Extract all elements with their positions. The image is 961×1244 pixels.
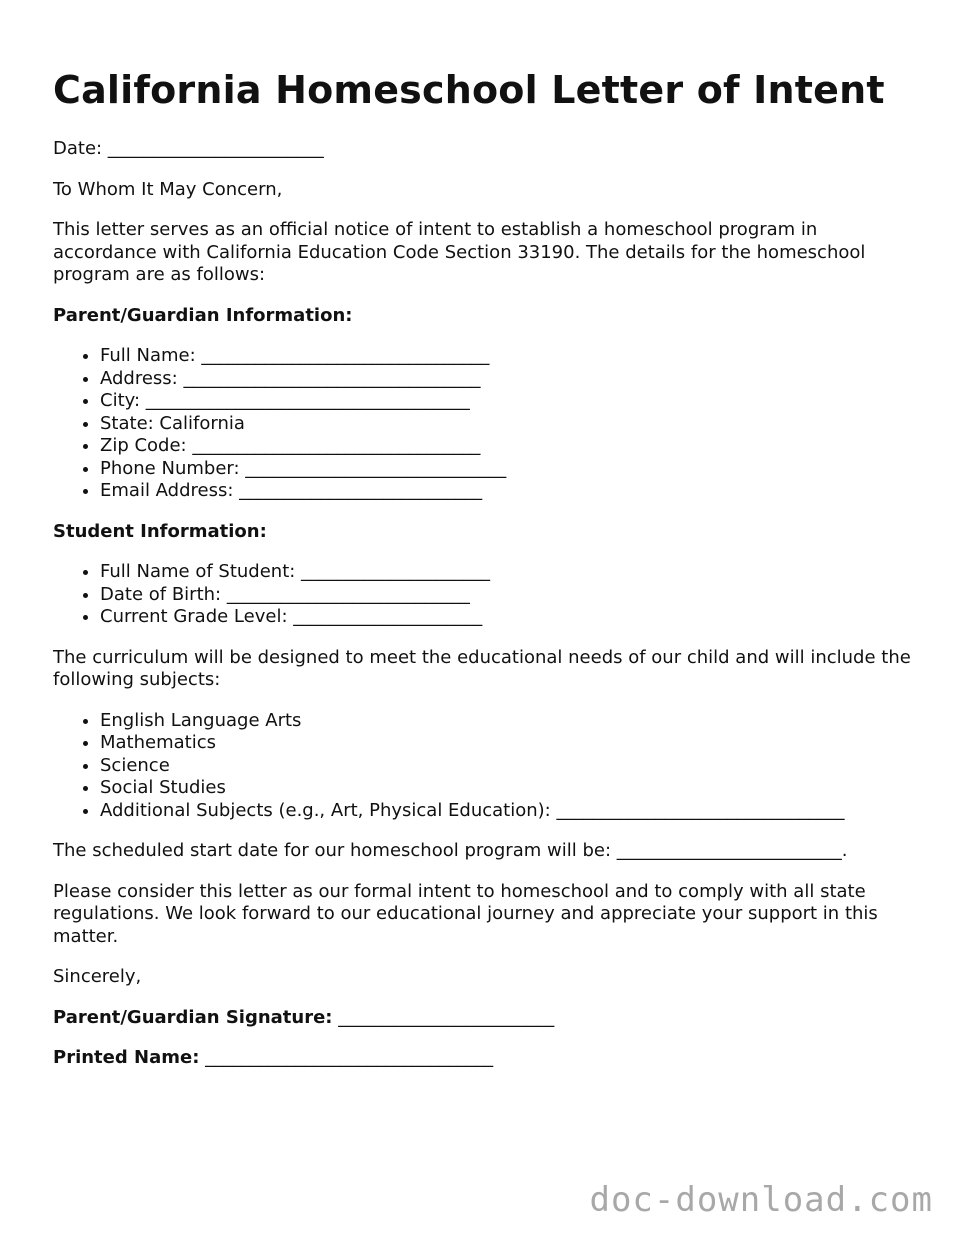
list-item: • State: California bbox=[100, 413, 923, 436]
list-item: • Phone Number: _____________________________ bbox=[100, 458, 923, 481]
closing-paragraph: Please consider this letter as our formal intent to homeschool and to comply with all state regulations. We look forward to our educational journey and appreciate your support in this matter. bbox=[53, 880, 878, 947]
subjects-list bbox=[53, 710, 923, 823]
list-item: • City: ____________________________________ bbox=[100, 390, 923, 413]
list-item: • Zip Code: ________________________________ bbox=[100, 435, 923, 458]
letter-document bbox=[53, 62, 923, 1088]
list-item: • Full Name of Student: _____________________ bbox=[100, 561, 923, 584]
list-item: • Full Name: ________________________________ bbox=[100, 345, 923, 368]
salutation: To Whom It May Concern, bbox=[53, 178, 283, 200]
signature-blank: ________________________ bbox=[332, 1006, 555, 1028]
printed-name-blank: ________________________________ bbox=[199, 1047, 494, 1068]
printed-name-line bbox=[53, 1047, 923, 1070]
list-item: • Email Address: ___________________________ bbox=[100, 480, 923, 503]
watermark: doc-download.com bbox=[589, 1180, 933, 1220]
intro-paragraph: This letter serves as an official notice of intent to establish a homeschool program in accordance with California Education Code Section 33190. The details for the homeschool program are as follows: bbox=[53, 219, 866, 285]
sign-off: Sincerely, bbox=[53, 966, 142, 987]
printed-name-label: Printed Name: bbox=[53, 1047, 200, 1068]
signature-line bbox=[53, 1007, 923, 1030]
list-item: • Additional Subjects (e.g., Art, Physical Education): ________________________________ bbox=[100, 800, 923, 823]
parent-section-heading: Parent/Guardian Information: bbox=[53, 304, 353, 326]
list-item: • Date of Birth: ___________________________ bbox=[100, 584, 923, 607]
list-item: • Mathematics bbox=[100, 732, 923, 755]
list-item: • Current Grade Level: _____________________ bbox=[100, 606, 923, 629]
start-date-line: The scheduled start date for our homeschool program will be: _________________________. bbox=[53, 840, 848, 861]
curriculum-intro: The curriculum will be designed to meet the educational needs of our child and will include the following subjects: bbox=[53, 646, 911, 690]
list-item: • Social Studies bbox=[100, 777, 923, 800]
student-section-heading: Student Information: bbox=[53, 520, 267, 542]
parent-info-list bbox=[53, 345, 923, 503]
list-item: • Address: _________________________________ bbox=[100, 368, 923, 391]
list-item: • English Language Arts bbox=[100, 710, 923, 733]
signature-label: Parent/Guardian Signature: bbox=[53, 1006, 333, 1028]
list-item: • Science bbox=[100, 755, 923, 778]
document-title: California Homeschool Letter of Intent bbox=[53, 68, 885, 112]
student-info-list bbox=[53, 561, 923, 629]
date-line: Date: ________________________ bbox=[53, 138, 324, 159]
